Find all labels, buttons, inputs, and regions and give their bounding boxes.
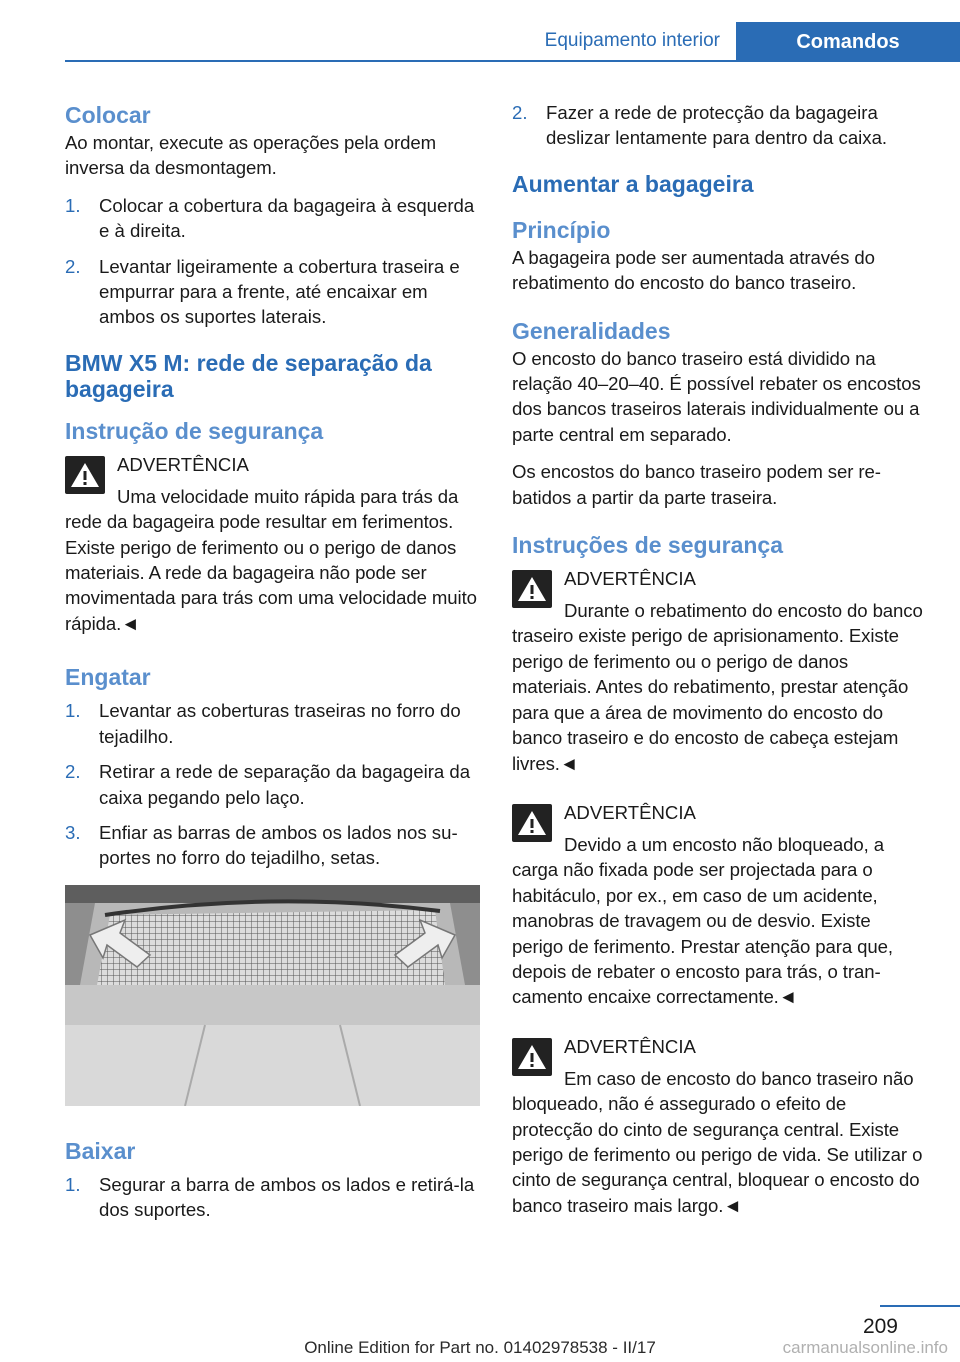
page-number: 209 bbox=[862, 1315, 898, 1338]
aumentar-heading: Aumentar a bagageira bbox=[512, 170, 754, 197]
left-column bbox=[65, 100, 480, 1237]
warning-label: ADVERTÊNCIA bbox=[564, 801, 696, 823]
engatar-steps bbox=[65, 698, 480, 870]
header-rule bbox=[65, 60, 960, 62]
list-item: 2. Retirar a rede de separação da bagageira da caixa pegando pelo laço. bbox=[65, 761, 471, 808]
list-item: 1. Levantar as coberturas traseiras no forro do tejadilho. bbox=[65, 700, 461, 747]
colocar-steps bbox=[65, 193, 480, 330]
colocar-heading: Colocar bbox=[65, 102, 151, 128]
generalidades-paragraph-2: Os encostos do banco traseiro podem ser rebatidos a partir da parte traseira. bbox=[512, 461, 881, 508]
cargo-net-photo bbox=[65, 885, 480, 1106]
warning-block bbox=[512, 566, 926, 776]
page-header bbox=[65, 22, 960, 62]
colocar-intro: Ao montar, execute as operações pela ordem inversa da desmontagem. bbox=[65, 132, 436, 179]
warning-text: Uma velocidade muito rápida para trás da rede da bagageira pode resultar em ferimentos. Existe perigo de ferimento ou o perigo de danos materiais. A rede da bagageira não pode ser movimentada para trás com uma velocidade muito rápida.◄ bbox=[65, 485, 477, 634]
warning-triangle-icon bbox=[512, 804, 552, 842]
safety-heading: Instrução de segurança bbox=[65, 417, 324, 444]
edition-footer: Online Edition for Part no. 01402978538 - II/17 bbox=[304, 1338, 656, 1357]
warning-block bbox=[65, 452, 480, 636]
watermark: carmanualsonline.info bbox=[782, 1338, 948, 1357]
warning-triangle-icon bbox=[65, 456, 105, 494]
principio-heading: Princípio bbox=[512, 216, 611, 243]
baixar-steps-continued bbox=[512, 100, 926, 151]
warning-text: Em caso de encosto do banco traseiro não bloqueado, não é assegurado o efeito de protecção do cinto de segurança central. Existe perigo de ferimento ou perigo de vida. Se utilizar o cinto de segurança central, bloquear o encosto do banco traseiro mais largo.◄ bbox=[512, 1067, 923, 1216]
warning-triangle-icon bbox=[512, 1038, 552, 1076]
warning-block bbox=[512, 800, 926, 1010]
generalidades-heading: Generalidades bbox=[512, 317, 671, 344]
engatar-heading: Engatar bbox=[65, 664, 151, 691]
footer-rule bbox=[880, 1305, 960, 1307]
list-item: 1. Colocar a cobertura da bagageira à esquerda e à direita. bbox=[65, 194, 475, 242]
warning-triangle-icon bbox=[512, 570, 552, 608]
baixar-heading: Baixar bbox=[65, 1137, 136, 1164]
warning-label: ADVERTÊNCIA bbox=[564, 568, 696, 590]
instrucoes-heading: Instruções de segurança bbox=[512, 532, 783, 559]
header-section-title: Equipamento interior bbox=[544, 30, 720, 51]
list-item: 3. Enfiar as barras de ambos os lados nos suportes no forro do tejadilho, setas. bbox=[65, 821, 458, 869]
warning-block bbox=[512, 1034, 926, 1218]
list-item: 1. Segurar a barra de ambos os lados e retirá-la dos suportes. bbox=[65, 1173, 475, 1221]
x5m-heading: BMW X5 M: rede de separação da bagageira bbox=[65, 349, 432, 402]
right-column bbox=[512, 100, 926, 1232]
warning-label: ADVERTÊNCIA bbox=[564, 1035, 696, 1057]
list-item: 2. Levantar ligeiramente a cobertura traseira e empurrar para a frente, até encaixar em ambos os suportes laterais. bbox=[65, 255, 460, 328]
warning-label: ADVERTÊNCIA bbox=[117, 453, 249, 475]
baixar-steps bbox=[65, 1172, 480, 1223]
warning-text: Devido a um encosto não bloqueado, a carga não fixada pode ser projectada para o habitáculo, por ex., em caso de um acidente, manobras de travagem ou de desvio. Existe perigo de ferimento. Prestar atenção para que, depois de rebater o encosto para trás, o trancamento encaixe correctamente.◄ bbox=[512, 833, 893, 1008]
generalidades-paragraph-1: O encosto do banco traseiro está dividido na relação 40–20–40. É possível rebater os encostos dos bancos traseiros laterais individualmente ou a parte central em separado. bbox=[512, 347, 921, 445]
header-chapter-tab: Comandos bbox=[736, 22, 960, 62]
principio-text: A bagageira pode ser aumentada através do rebatimento do encosto do banco traseiro. bbox=[512, 246, 875, 294]
list-item: 2. Fazer a rede de protecção da bagageira deslizar lentamente para dentro da caixa. bbox=[512, 102, 888, 149]
warning-text: Durante o rebatimento do encosto do banco traseiro existe perigo de aprisionamento. Existe perigo de ferimento ou o perigo de danos materiais. Antes do rebatimento, prestar atenção para que a área de movimento do encosto do banco traseiro e do encosto de cabeça estejam livres.◄ bbox=[512, 600, 923, 774]
